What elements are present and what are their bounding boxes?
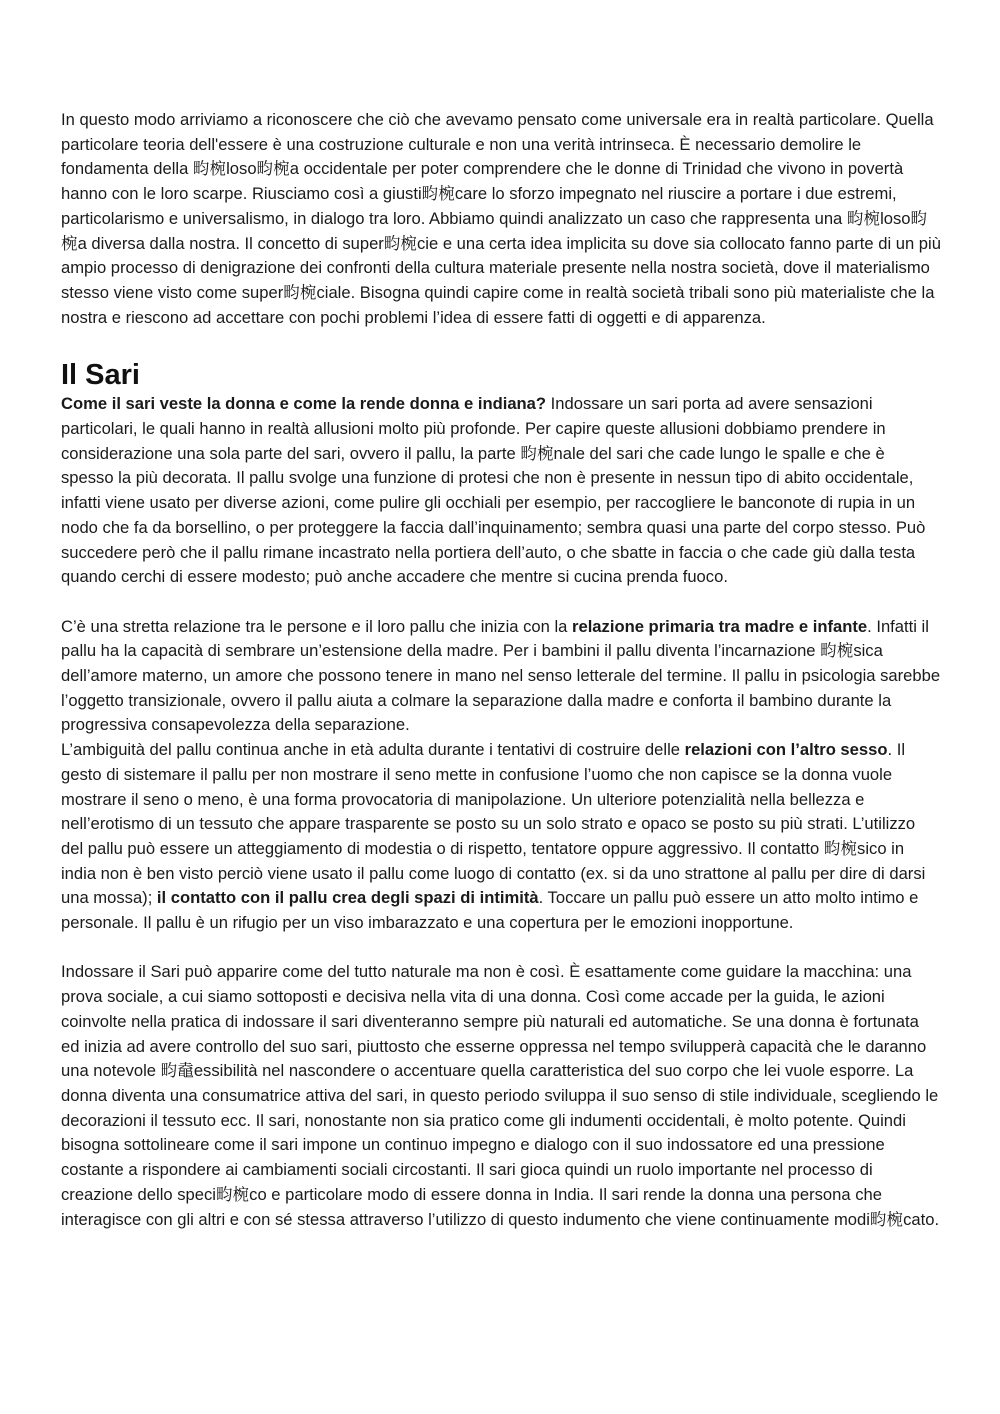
section-heading: Il Sari [61,359,140,392]
document-page [61,108,941,1232]
p2-bold: relazione primaria tra madre e infante [572,616,868,636]
sari-paragraph-2 [61,615,941,739]
p3-bold-1: relazioni con l’altro sesso [684,740,888,760]
sari-paragraph-3 [61,738,941,936]
p2-text-c: . Infatti il pallu ha la capacità di sembrare un’estensione della madre. Per i bambini il pallu diventa l’incarnazione 畇椀sica dell’amore materno, un amore che possono tenere in mano nel senso letterale del termine. Il pallu in psicologia sarebbe l’oggetto transizionale, ovvero il pallu aiuta a colmare la separazione dalla madre e conforta il bambino durante la progressiva consapevolezza della separazione. [61,616,941,735]
p3-text-c: . Il gesto di sistemare il pallu per non mostrare il seno mette in confusione l’uomo che non capisce se la donna vuole mostrare il seno o meno, è una forma provocatoria di manipolazione. Un ulteriore potenzialità nella bellezza e nell’erotismo di un tessuto che appare trasparente se posto su un solo strato e opaco se posto su più strati. L’utilizzo del pallu può essere un atteggiamento di modestia o di rispetto, tentatore oppure aggressivo. Il contatto 畇椀sico in india non è ben visto perciò viene usato il pallu come luogo di contatto (ex. si da uno strattone al pallu per dire di darsi una mossa); [61,740,926,908]
sari-paragraph-4: Indossare il Sari può apparire come del tutto naturale ma non è così. È esattamente come guidare la macchina: una prova sociale, a cui siamo sottoposti e decisiva nella vita di una donna. Così come accade per la guida, le azioni coinvolte nella pratica di indossare il sari diventeranno sempre più naturali ed automatiche. Se una donna è fortunata ed inizia ad avere controllo del suo sari, piuttosto che esserne oppressa nel tempo svilupperà capacità che le daranno una notevole 畇鼀essibilità nel nascondere o accentuare quella caratteristica del suo corpo che lei vuole esporre. La donna diventa una consumatrice attiva del sari, in questo periodo sviluppa il suo senso di stile individuale, scegliendo le decorazioni il tessuto ecc. Il sari, nonostante non sia pratico come gli indumenti occidentali, è molto potente. Quindi bisogna sottolineare come il sari impone un continuo impegno e dialogo con il suo indossatore ed una pressione costante a rispondere ai cambiamenti sociali circostanti. Il sari gioca quindi un ruolo importante nel processo di creazione dello speci畇椀co e particolare modo di essere donna in India. Il sari rende la donna una persona che interagisce con gli altri e con sé stessa attraverso l’utilizzo di questo indumento che viene continuamente modi畇椀cato. [61,962,940,1229]
p3-bold-2: il contatto con il pallu crea degli spazi di intimità [156,888,539,908]
p2-text-a: C’è una stretta relazione tra le persone e il loro pallu che inizia con la [61,616,573,636]
intro-paragraph: In questo modo arriviamo a riconoscere che ciò che avevamo pensato come universale era in realtà particolare. Quella particolare teoria dell'essere è una costruzione culturale e non una verità intrinseca. È necessario demolire le fondamenta della 畇椀loso畇椀a occidentale per poter comprendere che le donne di Trinidad che vivono in povertà hanno con le loro scarpe. Riusciamo così a giusti畇椀care lo sforzo impegnato nel riuscire a portare i due estremi, particolarismo e universalismo, in dialogo tra loro. Abbiamo quindi analizzato un caso che rappresenta una 畇椀loso畇椀a diversa dalla nostra. Il concetto di super畇椀cie e una certa idea implicita su dove sia collocato fanno parte di un più ampio processo di denigrazione dei confronti della cultura materiale presente nella nostra società, dove il materialismo stesso viene visto come super畇椀ciale. Bisogna quindi capire come in realtà società tribali sono più materialiste che la nostra e riescono ad accettare con pochi problemi l’idea di essere fatti di oggetti e di apparenza. [61,110,941,327]
p3-text-a: L’ambiguità del pallu continua anche in età adulta durante i tentativi di costruire delle [61,740,685,760]
sari-question: Come il sari veste la donna e come la rende donna e indiana? [61,394,547,414]
sari-paragraph-1-text: Indossare un sari porta ad avere sensazioni particolari, le quali hanno in realtà allusioni molto più profonde. Per capire queste allusioni dobbiamo prendere in considerazione una sola parte del sari, ovvero il pallu, la parte 畇椀nale del sari che cade lungo le spalle e che è spesso la più decorata. Il pallu svolge una funzione di protesi che non è presente in nessun tipo di abito occidentale, infatti viene usato per diverse azioni, come pulire gli occhiali per esempio, per raccogliere le banconote di rupia in un nodo che fa da borsellino, o per proteggere la faccia dall’inquinamento; sembra quasi una parte del corpo stesso. Può succedere però che il pallu rimane incastrato nella portiera dell’auto, o che sbatte in faccia o che cade giù dalla testa quando cerchi di essere modesto; può anche accadere che mentre si cucina prenda fuoco. [61,394,926,587]
sari-paragraph-1 [61,392,941,590]
p3-text-e: . Toccare un pallu può essere un atto molto intimo e personale. Il pallu è un rifugio per un viso imbarazzato e una copertura per le emozioni inopportune. [61,888,919,933]
